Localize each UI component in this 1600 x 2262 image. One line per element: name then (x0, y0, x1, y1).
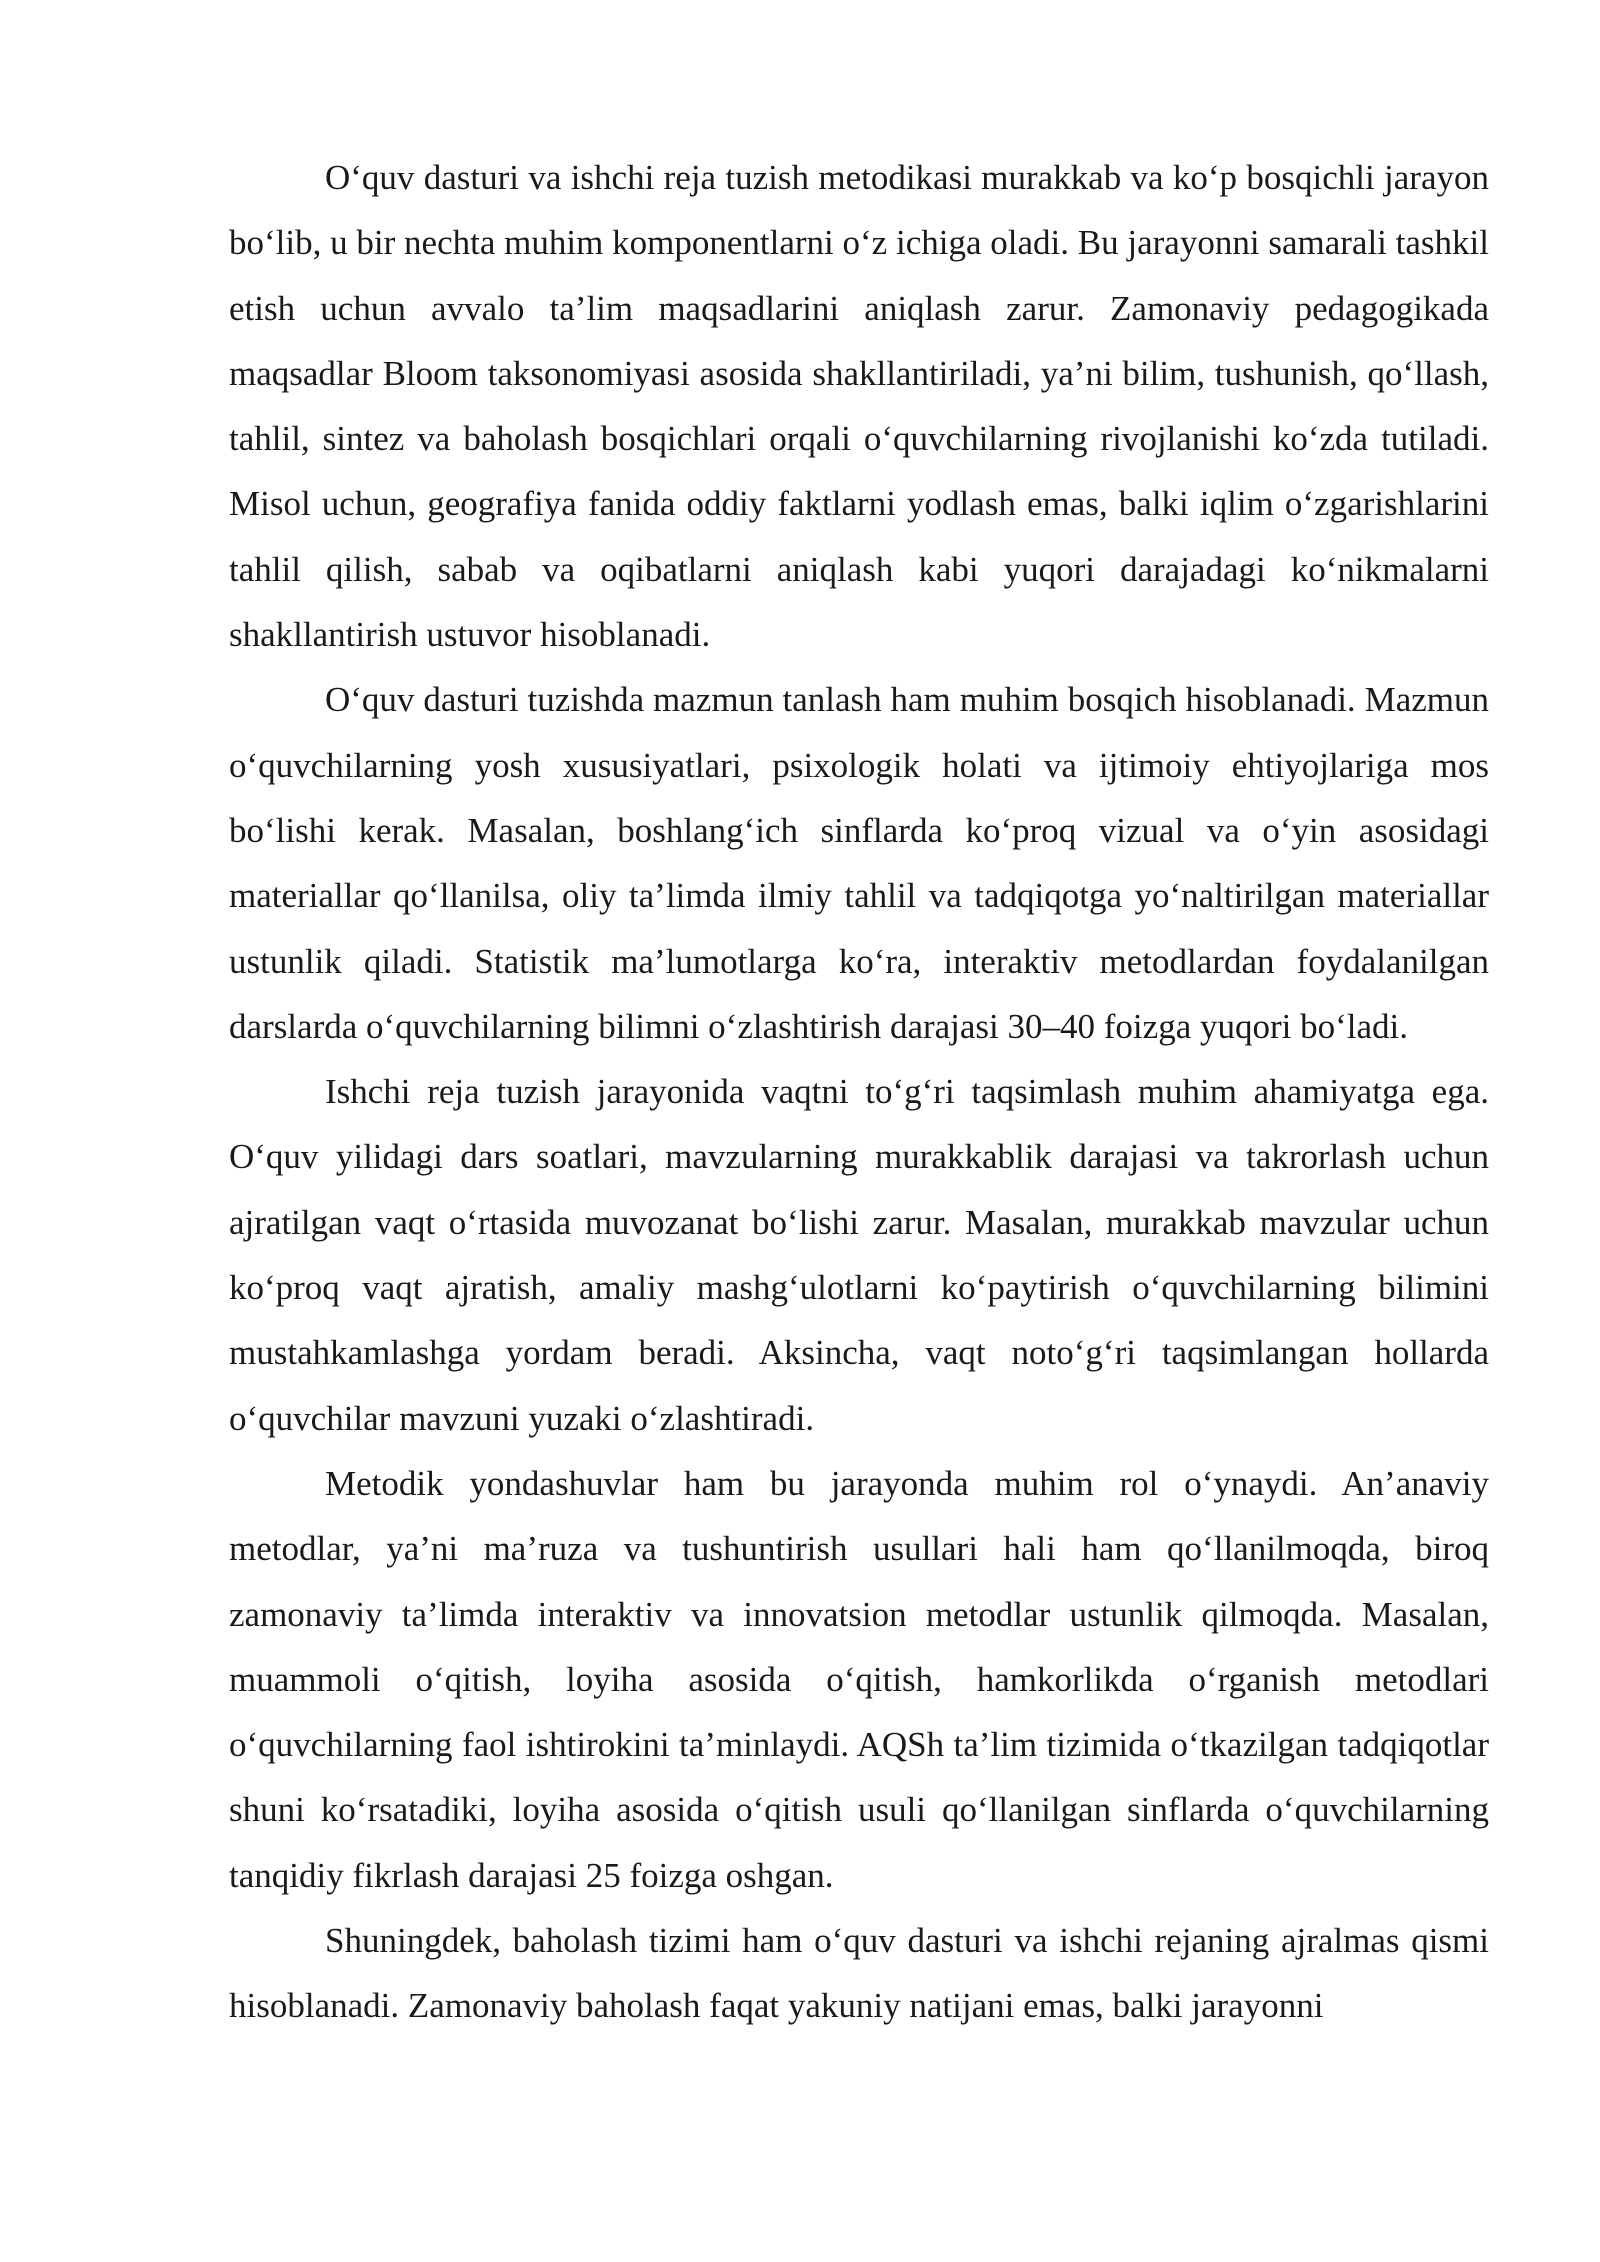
paragraph-1: O‘quv dasturi va ishchi reja tuzish metodikasi murakkab va ko‘p bosqichli jarayon bo‘lib, u bir nechta muhim komponentlarni o‘z ichiga oladi. Bu jarayonni samarali tashkil etish uchun avvalo ta’lim maqsadlarini aniqlash zarur. Zamonaviy pedagogikada maqsadlar Bloom taksonomiyasi asosida shakllantiriladi, ya’ni bilim, tushunish, qo‘llash, tahlil, sintez va baholash bosqichlari orqali o‘quvchilarning rivojlanishi ko‘zda tutiladi. Misol uchun, geografiya fanida oddiy faktlarni yodlash emas, balki iqlim o‘zgarishlarini tahlil qilish, sabab va oqibatlarni aniqlash kabi yuqori darajadagi ko‘nikmalarni shakllantirish ustuvor hisoblanadi. (229, 158, 1489, 655)
paragraph-4: Metodik yondashuvlar ham bu jarayonda muhim rol o‘ynaydi. An’anaviy metodlar, ya’ni ma’ruza va tushuntirish usullari hali ham qo‘llanilmoqda, biroq zamonaviy ta’limda interaktiv va innovatsion metodlar ustunlik qilmoqda. Masalan, muammoli o‘qitish, loyiha asosida o‘qitish, hamkorlikda o‘rganish metodlari o‘quvchilarning faol ishtirokini ta’minlaydi. AQSh ta’lim tizimida o‘tkazilgan tadqiqotlar shuni ko‘rsatadiki, loyiha asosida o‘qitish usuli qo‘llanilgan sinflarda o‘quvchilarning tanqidiy fikrlash darajasi 25 foizga oshgan. (229, 1463, 1489, 1895)
paragraph-2: O‘quv dasturi tuzishda mazmun tanlash ham muhim bosqich hisoblanadi. Mazmun o‘quvchilarning yosh xususiyatlari, psixologik holati va ijtimoiy ehtiyojlariga mos bo‘lishi kerak. Masalan, boshlang‘ich sinflarda ko‘proq vizual va o‘yin asosidagi materiallar qo‘llanilsa, oliy ta’limda ilmiy tahlil va tadqiqotga yo‘naltirilgan materiallar ustunlik qiladi. Statistik ma’lumotlarga ko‘ra, interaktiv metodlardan foydalanilgan darslarda o‘quvchilarning bilimni o‘zlashtirish darajasi 30–40 foizga yuqori bo‘ladi. (229, 680, 1489, 1046)
paragraph-3: Ishchi reja tuzish jarayonida vaqtni to‘g‘ri taqsimlash muhim ahamiyatga ega. O‘quv yilidagi dars soatlari, mavzularning murakkablik darajasi va takrorlash uchun ajratilgan vaqt o‘rtasida muvozanat bo‘lishi zarur. Masalan, murakkab mavzular uchun ko‘proq vaqt ajratish, amaliy mashg‘ulotlarni ko‘paytirish o‘quvchilarning bilimini mustahkamlashga yordam beradi. Aksincha, vaqt noto‘g‘ri taqsimlangan hollarda o‘quvchilar mavzuni yuzaki o‘zlashtiradi. (229, 1072, 1489, 1438)
paragraph-5: Shuningdek, baholash tizimi ham o‘quv dasturi va ishchi rejaning ajralmas qismi hisoblanadi. Zamonaviy baholash faqat yakuniy natijani emas, balki jarayonni (229, 1921, 1489, 2026)
document-body (229, 145, 1489, 2039)
